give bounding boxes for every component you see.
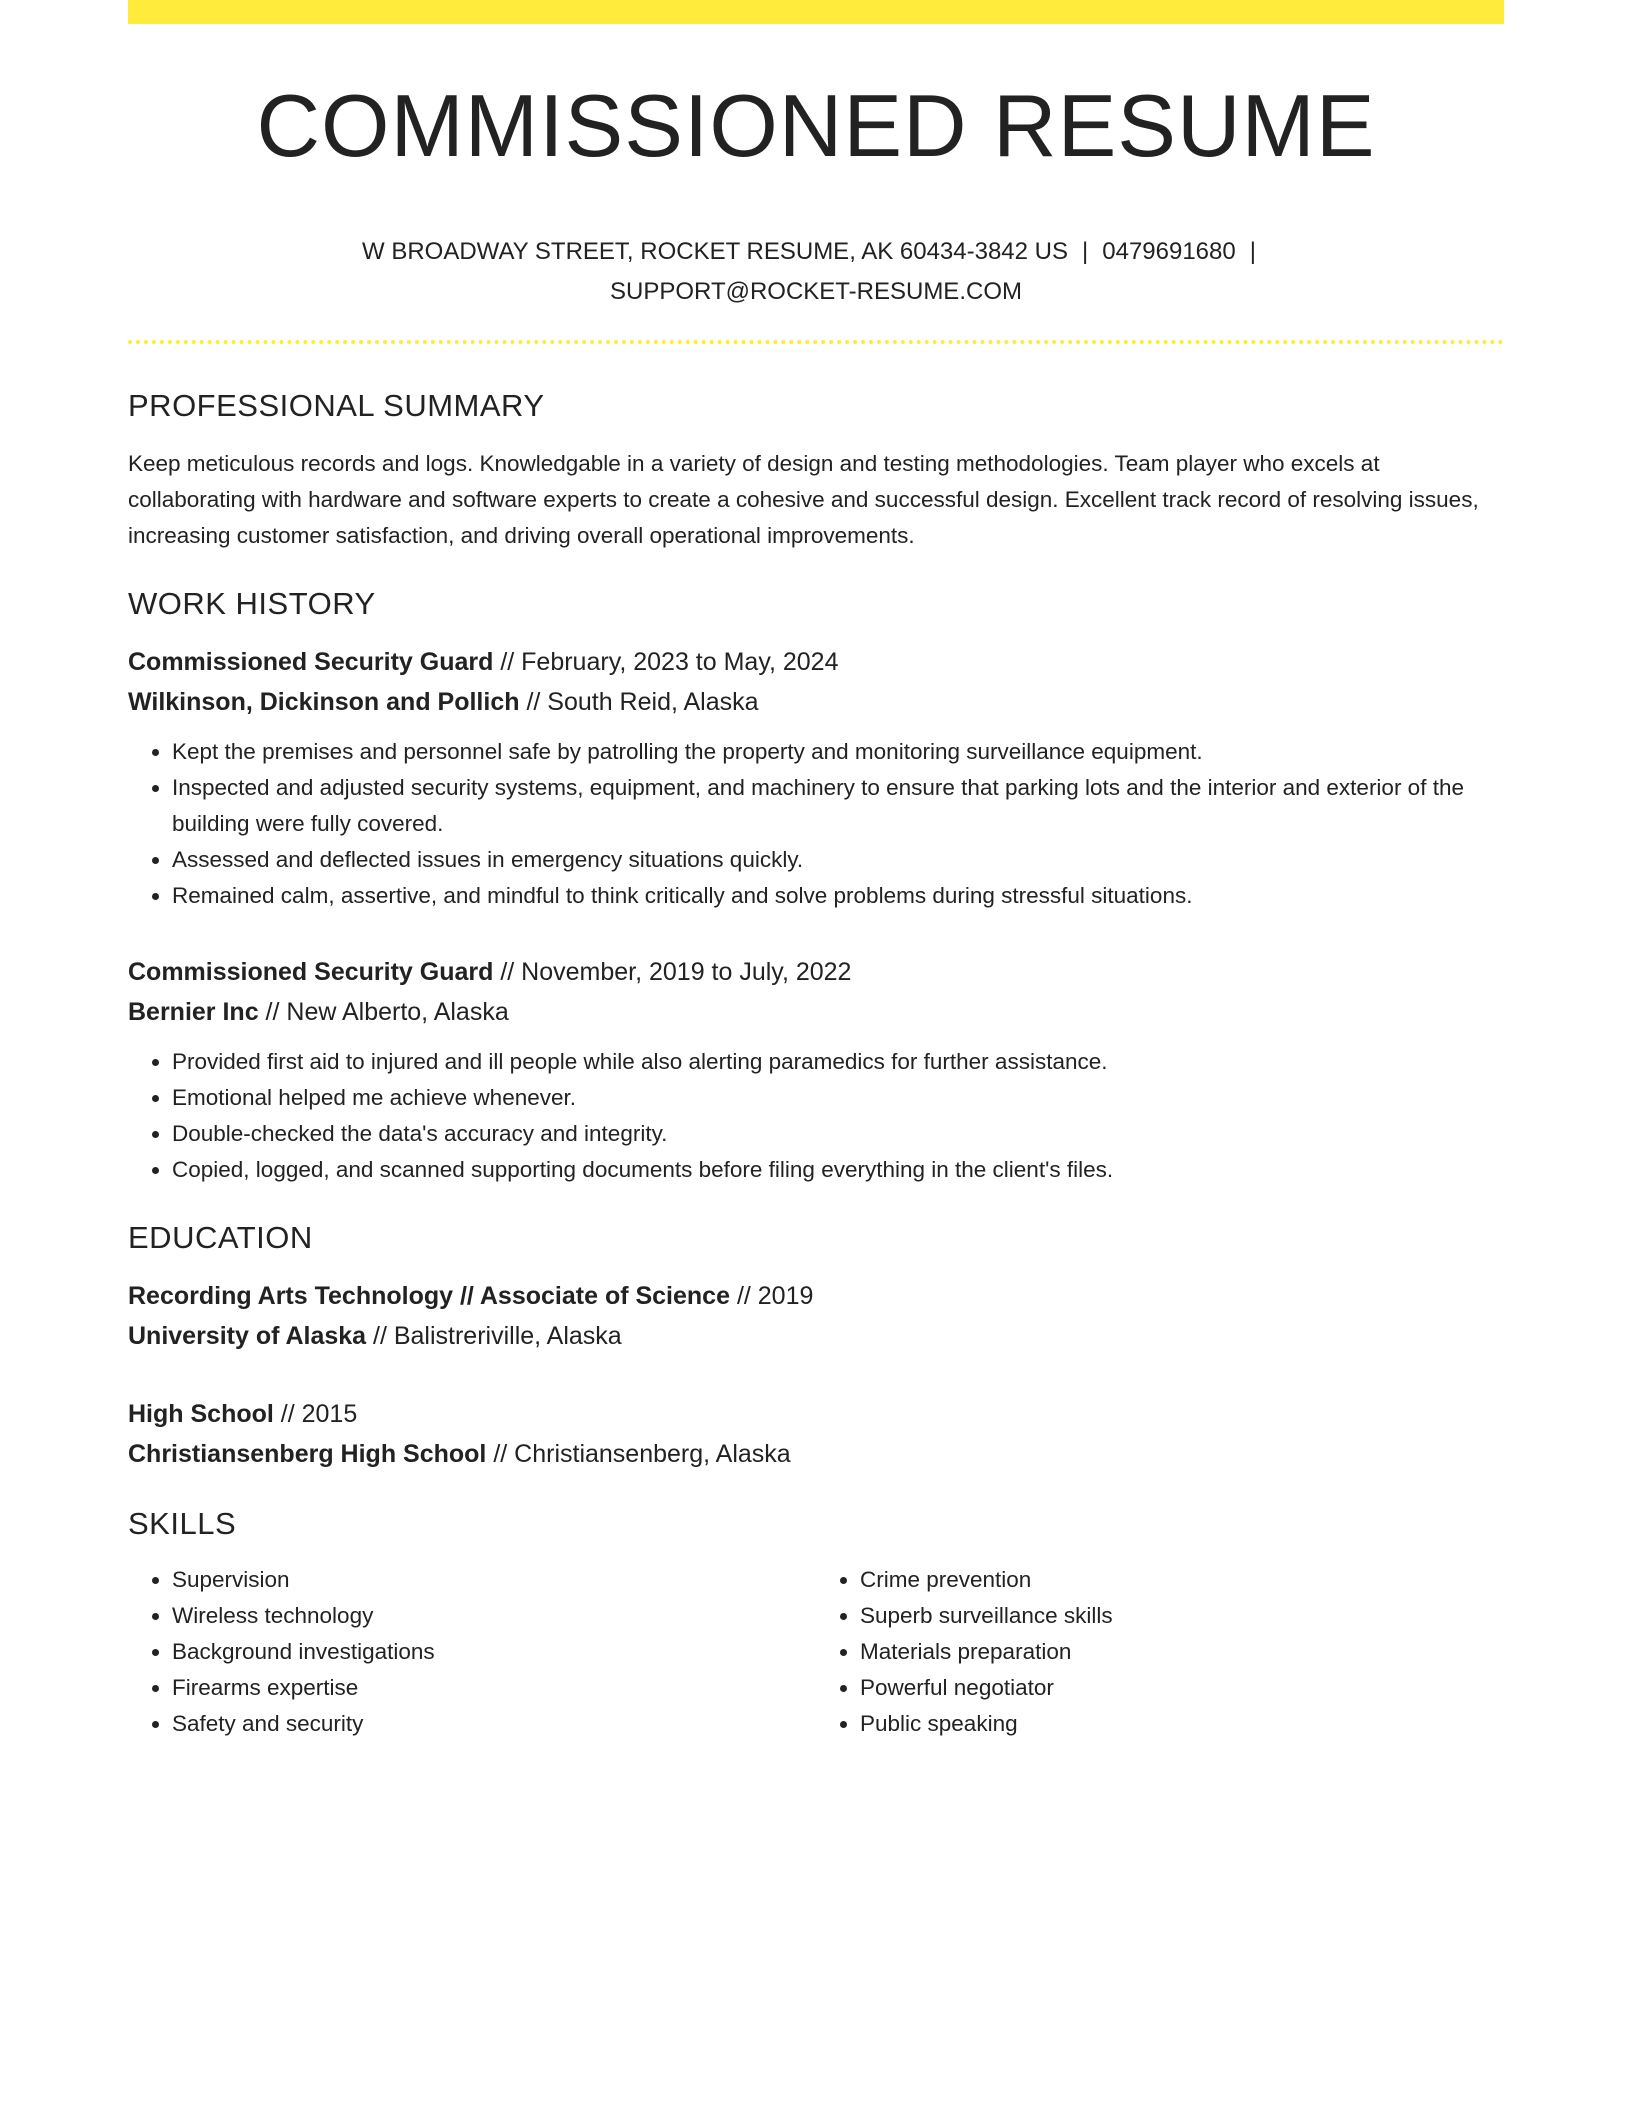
list-item: • Remained calm, assertive, and mindful to think critically and solve problems during stressful situations.: [172, 878, 1504, 914]
school: University of Alaska: [128, 1322, 367, 1351]
school-location: // Balistreriville, Alaska: [366, 1322, 622, 1351]
skill-item: • Supervision: [172, 1562, 816, 1598]
job-position: Commissioned Security Guard: [128, 648, 494, 677]
job-dates: // February, 2023 to May, 2024: [493, 648, 839, 677]
work-history-heading: WORK HISTORY: [128, 586, 376, 622]
contact-separator: |: [1249, 238, 1256, 266]
address: W BROADWAY STREET, ROCKET RESUME, AK 60434-3842 US: [362, 238, 1069, 266]
skills-column-right: [816, 1562, 1504, 1742]
resume-page: [128, 0, 1504, 1742]
skill-item: • Materials preparation: [860, 1634, 1504, 1670]
skills-column-left: [128, 1562, 816, 1742]
skills-heading: SKILLS: [128, 1506, 237, 1542]
skill-item: • Safety and security: [172, 1706, 816, 1742]
contact-info: [128, 232, 1504, 312]
graduation-year: // 2019: [730, 1282, 814, 1311]
job-title-line: [128, 642, 1504, 682]
skill-item: • Powerful negotiator: [860, 1670, 1504, 1706]
job-bullets: [128, 1044, 1504, 1188]
job-dates: // November, 2019 to July, 2022: [493, 958, 852, 987]
job-company: Wilkinson, Dickinson and Pollich: [128, 688, 520, 717]
skill-item: • Superb surveillance skills: [860, 1598, 1504, 1634]
list-item: • Inspected and adjusted security systems, equipment, and machinery to ensure that parking lots and the interior and exterior of the building were fully covered.: [172, 770, 1504, 842]
skill-item: • Public speaking: [860, 1706, 1504, 1742]
job-bullets: [128, 734, 1504, 914]
dotted-divider: [128, 340, 1504, 344]
job-position: Commissioned Security Guard: [128, 958, 494, 987]
job-title-line: [128, 952, 1504, 992]
list-item: • Double-checked the data's accuracy and integrity.: [172, 1116, 1504, 1152]
graduation-year: // 2015: [273, 1400, 358, 1429]
summary-heading: PROFESSIONAL SUMMARY: [128, 388, 545, 424]
top-accent-bar: [128, 0, 1504, 24]
email: SUPPORT@ROCKET-RESUME.COM: [610, 278, 1022, 306]
skill-item: • Background investigations: [172, 1634, 816, 1670]
list-item: • Assessed and deflected issues in emergency situations quickly.: [172, 842, 1504, 878]
job-entry: [128, 952, 1504, 1188]
skill-item: • Crime prevention: [860, 1562, 1504, 1598]
summary-text: Keep meticulous records and logs. Knowledgable in a variety of design and testing methodologies. Team player who excels at collaborating with hardware and software experts to create a cohesive and successful design. Excellent track record of resolving issues, increasing customer satisfaction, and driving overall operational improvements.: [128, 451, 1479, 549]
job-company-line: [128, 992, 1504, 1032]
school-line: [128, 1434, 1504, 1474]
contact-separator: |: [1082, 238, 1089, 266]
education-entry: [128, 1276, 1504, 1356]
skill-item: • Wireless technology: [172, 1598, 816, 1634]
degree-line: [128, 1394, 1504, 1434]
job-company: Bernier Inc: [128, 998, 259, 1027]
job-location: // New Alberto, Alaska: [258, 998, 509, 1027]
school-line: [128, 1316, 1504, 1356]
job-company-line: [128, 682, 1504, 722]
resume-title: COMMISSIONED RESUME: [256, 76, 1376, 175]
list-item: • Copied, logged, and scanned supporting documents before filing everything in the client's files.: [172, 1152, 1504, 1188]
job-entry: [128, 642, 1504, 914]
list-item: • Emotional helped me achieve whenever.: [172, 1080, 1504, 1116]
degree: Recording Arts Technology // Associate of Science: [128, 1282, 730, 1311]
list-item: • Kept the premises and personnel safe by patrolling the property and monitoring surveillance equipment.: [172, 734, 1504, 770]
school-location: // Christiansenberg, Alaska: [486, 1440, 791, 1469]
skills-grid: [128, 1562, 1504, 1742]
skill-item: • Firearms expertise: [172, 1670, 816, 1706]
education-heading: EDUCATION: [128, 1220, 313, 1256]
list-item: • Provided first aid to injured and ill people while also alerting paramedics for further assistance.: [172, 1044, 1504, 1080]
education-entry: [128, 1394, 1504, 1474]
degree-line: [128, 1276, 1504, 1316]
school: Christiansenberg High School: [128, 1440, 487, 1469]
degree: High School: [128, 1400, 274, 1429]
job-location: // South Reid, Alaska: [519, 688, 759, 717]
phone: 0479691680: [1102, 238, 1236, 266]
